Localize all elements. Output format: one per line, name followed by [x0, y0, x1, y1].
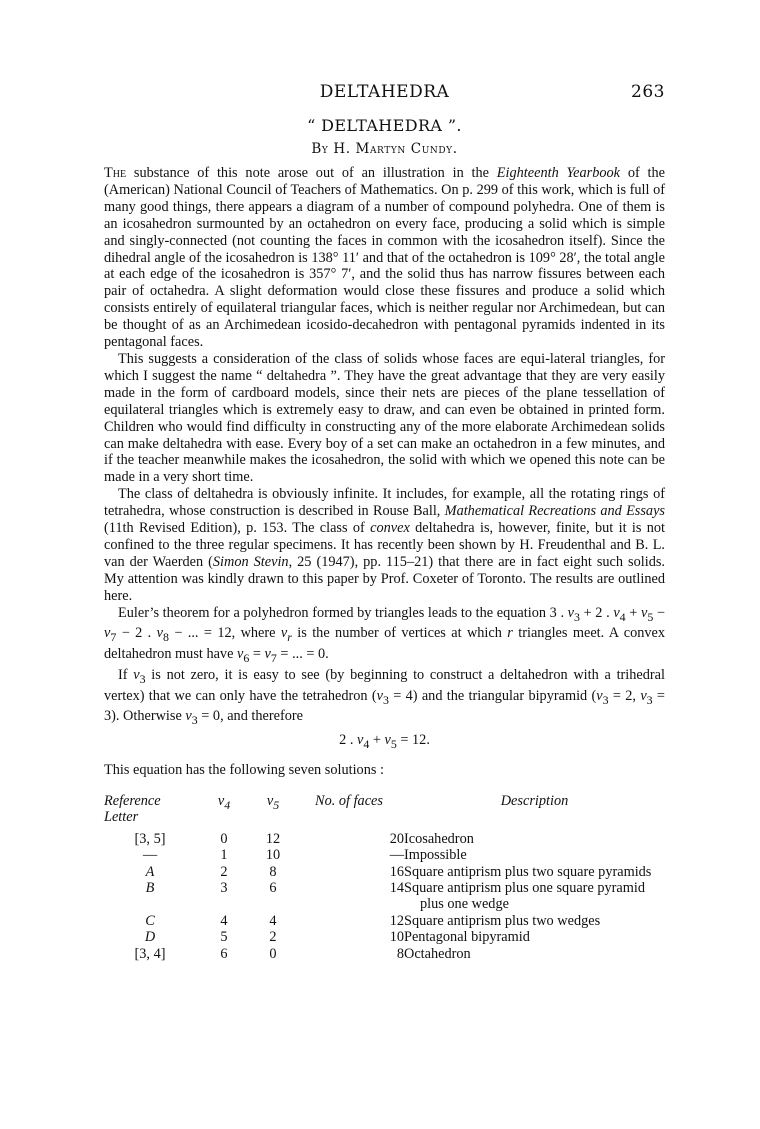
cell-faces: 16	[389, 863, 404, 880]
paragraph	[104, 667, 665, 729]
cell-description	[404, 864, 665, 880]
page-number: 263	[631, 82, 665, 102]
cell-description	[404, 946, 665, 962]
table-header-row	[104, 793, 665, 826]
cell-v5: 8	[269, 863, 277, 880]
header-v4: $v_4$	[217, 793, 231, 812]
author-by: By	[311, 141, 329, 157]
cell-reference: —	[142, 847, 158, 864]
cell-v4: 1	[220, 847, 228, 864]
solutions-table	[104, 793, 665, 962]
cell-faces: 10	[389, 929, 404, 946]
description-text: Square antiprism plus two square pyramids	[404, 863, 652, 880]
article-title: “ DELTAHEDRA ”.	[307, 116, 462, 135]
description-text: Square antiprism plus one square pyramid plus one wedge	[404, 880, 646, 913]
paragraph	[104, 486, 665, 604]
cell-faces: 14	[389, 880, 404, 897]
description-text: Icosahedron	[404, 830, 474, 847]
cell-v4: 0	[220, 830, 228, 847]
paragraph	[104, 351, 665, 486]
cell-v5: 10	[265, 847, 281, 864]
cell-description	[404, 929, 665, 945]
paragraph	[104, 165, 665, 351]
article-body	[104, 165, 665, 729]
cell-reference: [3, 4]	[134, 945, 166, 962]
cell-description	[404, 880, 665, 913]
description-text: Impossible	[404, 847, 467, 864]
cell-description	[404, 913, 665, 929]
description-text: Octahedron	[404, 945, 471, 962]
paragraph-text: The class of deltahedra is obviously infinite. It includes, for example, all the rotating rings of tetrahedra, whose construction is described in Rouse Ball, Mathematical Recreations and Essays (11th Revised Edition), p. 153. The class of convex deltahedra is, however, finite, but it is not confined to the three regular specimens. It has recently been shown by H. Freudenthal and B. L. van der Waerden (Simon Stevin, 25 (1947), pp. 115–21) that there are in fact eight such solids. My attention was kindly drawn to this paper by Prof. Coxeter of Toronto. The results are outlined here.	[104, 486, 665, 604]
cell-v4: 5	[220, 929, 228, 946]
paragraph-text: If $v_3$ is not zero, it is easy to see (by beginning to construct a deltahedron with a trihedral vertex) that we can only have the tetrahedron $(v_3 = 4)$ and the triangular bipyramid ($v_3 = 2$, $v_3 = 3$). Otherwise $v_3 = 0$, and therefore	[104, 666, 665, 728]
table-row	[104, 826, 665, 847]
table-row	[104, 929, 665, 945]
header-faces: No. of faces	[315, 793, 383, 810]
cell-reference: C	[145, 912, 155, 929]
cell-faces: —	[389, 847, 404, 864]
cell-v5: 0	[269, 945, 277, 962]
table-row	[104, 847, 665, 863]
author-line	[104, 141, 665, 157]
cell-faces: 20	[389, 830, 404, 847]
cell-description	[404, 826, 665, 847]
cell-v4: 6	[220, 945, 228, 962]
solutions-intro: This equation has the following seven solutions :	[104, 762, 384, 779]
header-reference-letter: Reference Letter	[104, 793, 161, 826]
running-title: DELTAHEDRA	[319, 82, 450, 102]
cell-faces: 12	[389, 912, 404, 929]
cell-v5: 12	[265, 830, 281, 847]
paragraph	[104, 605, 665, 667]
cell-v5: 2	[269, 929, 277, 946]
header-description: Description	[500, 793, 569, 810]
cell-reference: D	[144, 929, 156, 946]
cell-v4: 2	[220, 863, 228, 880]
author-name: H. Martyn Cundy.	[333, 141, 458, 157]
running-head	[104, 82, 665, 108]
table-row	[104, 864, 665, 880]
cell-faces: 8	[396, 945, 404, 962]
paragraph-text: This suggests a consideration of the class of solids whose faces are equi-lateral triangles, for which I suggest the name “ deltahedra ”. They have the great advantage that they are very easily made in the form of cardboard models, since their nets are pieces of the plane tessellation of equilateral triangles which is extremely easy to draw, and can even be obtained in printed form. Children who would find difficulty in constructing any of the more elaborate Archimedean solids can make deltahedra with ease. Every boy of a set can make an octahedron in a few minutes, and if the teacher meanwhile makes the icosahedron, the solid with which we opened this note can be made in a very short time.	[104, 350, 665, 486]
equation: 2 . $v_4 + v_5 = 12$.	[339, 732, 430, 752]
cell-v4: 4	[220, 912, 228, 929]
cell-reference: B	[145, 880, 155, 897]
cell-description	[404, 847, 665, 863]
description-text: Square antiprism plus two wedges	[404, 912, 601, 929]
cell-v5: 4	[269, 912, 277, 929]
description-text: Pentagonal bipyramid	[404, 929, 530, 946]
table-row	[104, 913, 665, 929]
cell-v4: 3	[220, 880, 228, 897]
header-v5: $v_5$	[266, 793, 280, 812]
table-row	[104, 880, 665, 913]
cell-reference: A	[145, 863, 155, 880]
paragraph-text: substance of this note arose out of an illustration in the Eighteenth Yearbook of the (American) National Council of Teachers of Mathematics. On p. 299 of this work, which is full of many good things, there appears a diagram of a number of compound polyhedra. One of them is an icosahedron surmounted by an octahedron on every face, producing a solid which is simple and singly-connected (not counting the faces in common with the icosahedron itself). Since the dihedral angle of the icosahedron is 138° 11′ and that of the octahedron is 109° 28′, the total angle at each edge of the icosahedron is 357° 7′, and the solid thus has narrow fissures between each pair of octahedra. A slight deformation would close these fissures and produce a solid which consists entirely of equilateral triangular faces, which is neither regular nor Archimedean, but can be thought of as an Archimedean icosido-decahedron with pentagonal pyramids indented in its pentagonal faces.	[104, 165, 666, 351]
paragraph-lead-word: The	[104, 165, 127, 181]
cell-v5: 6	[269, 880, 277, 897]
cell-reference: [3, 5]	[134, 830, 166, 847]
paragraph-text: Euler’s theorem for a polyhedron formed by triangles leads to the equation 3 . $v_3 + 2$ . $v_4 + v_5 - v_7 - 2$ . $v_8$ − ... = 12, where $v_r$ is the number of vertices at which r triangles meet. A convex deltahedron must have $v_6 = v_7$ = ... = 0.	[104, 604, 666, 665]
table-row	[104, 946, 665, 962]
journal-page	[104, 82, 665, 962]
